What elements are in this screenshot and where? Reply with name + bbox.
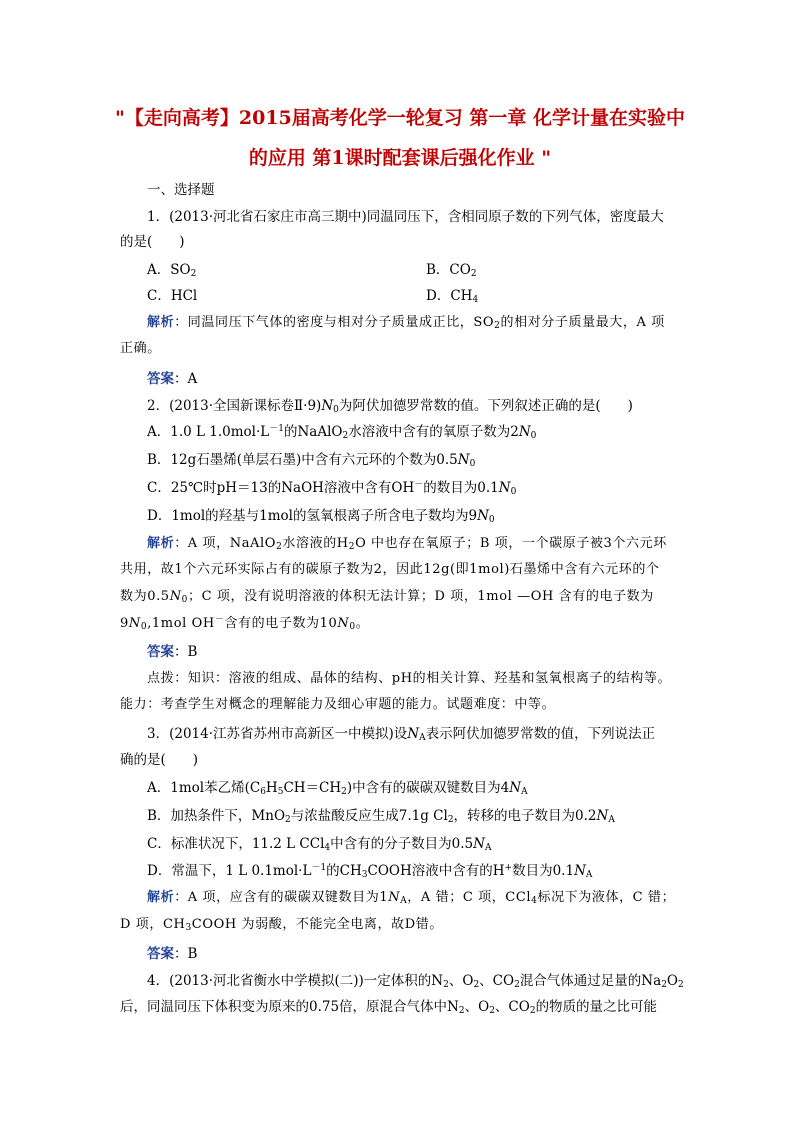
q2-analysis-line-3: 数为$0.5N_0$；C 项，没有说明溶液的体积无法计算；D 项，1mol —OH 含有的电子数为 (120, 589, 654, 605)
q1-analysis-line-2: 正确。 (120, 341, 161, 356)
q2-hint-line-1: 点拨：知识：溶液的组成、晶体的结构、pH的相关计算、羟基和氢氧根离子的结构等。 (147, 671, 672, 686)
q1-option-d: D．$CH_4$ (426, 288, 479, 305)
q4-stem-line-1: 4．(2013·河北省衡水中学模拟(二))一定体积的$N_2$、$O_2$、$CO_2$混合气体通过足量的$Na_2O_2$ (147, 973, 684, 990)
q2-option-a: A．1.0 L $1.0mol\cdot L^{-1}$的NaAlO$_2$水溶液中含有的氧原子数为$2N_0$ (147, 424, 537, 441)
q2-stem: 2．(2013·全国新课标卷$Ⅱ\cdot 9)N_0$为阿伏加德罗常数的值。下列叙述正确的是( ) (147, 398, 633, 415)
q3-answer: 答案：B (147, 946, 198, 962)
q2-analysis-line-4: $9N_0,1mol$ OH－含有的电子数为$10N_0$。 (120, 615, 370, 632)
q3-option-a: A．1mol苯乙烯$(C_6H_5CH=CH_2)$中含有的碳碳双键数目为$4N_A$ (147, 780, 528, 797)
q2-option-c: C．25℃时pH＝13的NaOH溶液中含有OH－的数目为$0.1N_0$ (147, 480, 517, 497)
q1-option-b: B．$CO_2$ (426, 262, 477, 279)
q1-stem-line-2: 的是( ) (120, 234, 185, 250)
q2-analysis-line-1: 解析：A 项，NaAlO$_2$水溶液的$H_2O$ 中也存在氧原子；B 项，一个碳原子被3个六元环 (147, 536, 667, 552)
q2-analysis-line-2: 共用，故1个六元环实际占有的碳原子数为2，因此12g(即1mol)石墨烯中含有六元环的个 (120, 562, 660, 577)
q2-option-b: B．12g石墨烯(单层石墨)中含有六元环的个数为$0.5N_0$ (147, 452, 476, 469)
q3-stem-line-1: 3．(2014·江苏省苏州市高新区一中模拟)设$N_A$表示阿伏加德罗常数的值，下列说法正 (147, 726, 656, 743)
q3-analysis-line-1: 解析：A 项，应含有的碳碳双键数目为$1N_A$，A 错；C 项，CCl$_4$标况下为液体，C 错； (147, 890, 676, 906)
q3-option-b: B．加热条件下，MnO$_2$与浓盐酸反应生成7.1g $Cl_2$，转移的电子数目为$0.2N_A$ (147, 808, 615, 825)
q3-option-d: D．常温下，1 L $0.1mol\cdot L^{-1}$的$CH_3COOH$溶液中含有的H+数目为$0.1N_A$ (147, 863, 593, 880)
q1-answer: 答案：A (147, 371, 198, 387)
q2-option-d: D．1mol的羟基与1mol的氢氧根离子所含电子数均为$9N_0$ (147, 508, 495, 525)
section-heading: 一、选择题 (147, 182, 215, 198)
q2-hint-line-2: 能力：考查学生对概念的理解能力及细心审题的能力。试题难度：中等。 (120, 697, 556, 712)
q3-option-c: C．标准状况下，11.2 L CCl$_4$中含有的分子数目为$0.5N_A$ (147, 836, 492, 853)
q3-stem-line-2: 确的是( ) (120, 752, 199, 768)
q2-answer: 答案：B (147, 644, 198, 660)
q1-stem-line-1: 1．(2013·河北省石家庄市高三期中)同温同压下，含相同原子数的下列气体，密度最大 (147, 209, 664, 225)
q1-analysis-line-1: 解析：同温同压下气体的密度与相对分子质量成正比，$SO_2$的相对分子质量最大，A 项 (147, 315, 665, 331)
q4-stem-line-2: 后，同温同压下体积变为原来的0.75倍，原混合气体中$N_2$、$O_2$、$CO_2$的物质的量之比可能 (120, 999, 658, 1016)
q1-option-c: C．HCl (147, 288, 198, 304)
q1-option-a: A．$SO_2$ (147, 262, 197, 279)
document-title-line-2: 的应用 第1课时配套课后强化作业 " (248, 147, 552, 169)
document-title-line-1: "【走向高考】2015届高考化学一轮复习 第一章 化学计量在实验中 (114, 107, 685, 129)
q3-analysis-line-2: D 项，$CH_3COOH$ 为弱酸，不能完全电离，故D错。 (120, 917, 443, 933)
